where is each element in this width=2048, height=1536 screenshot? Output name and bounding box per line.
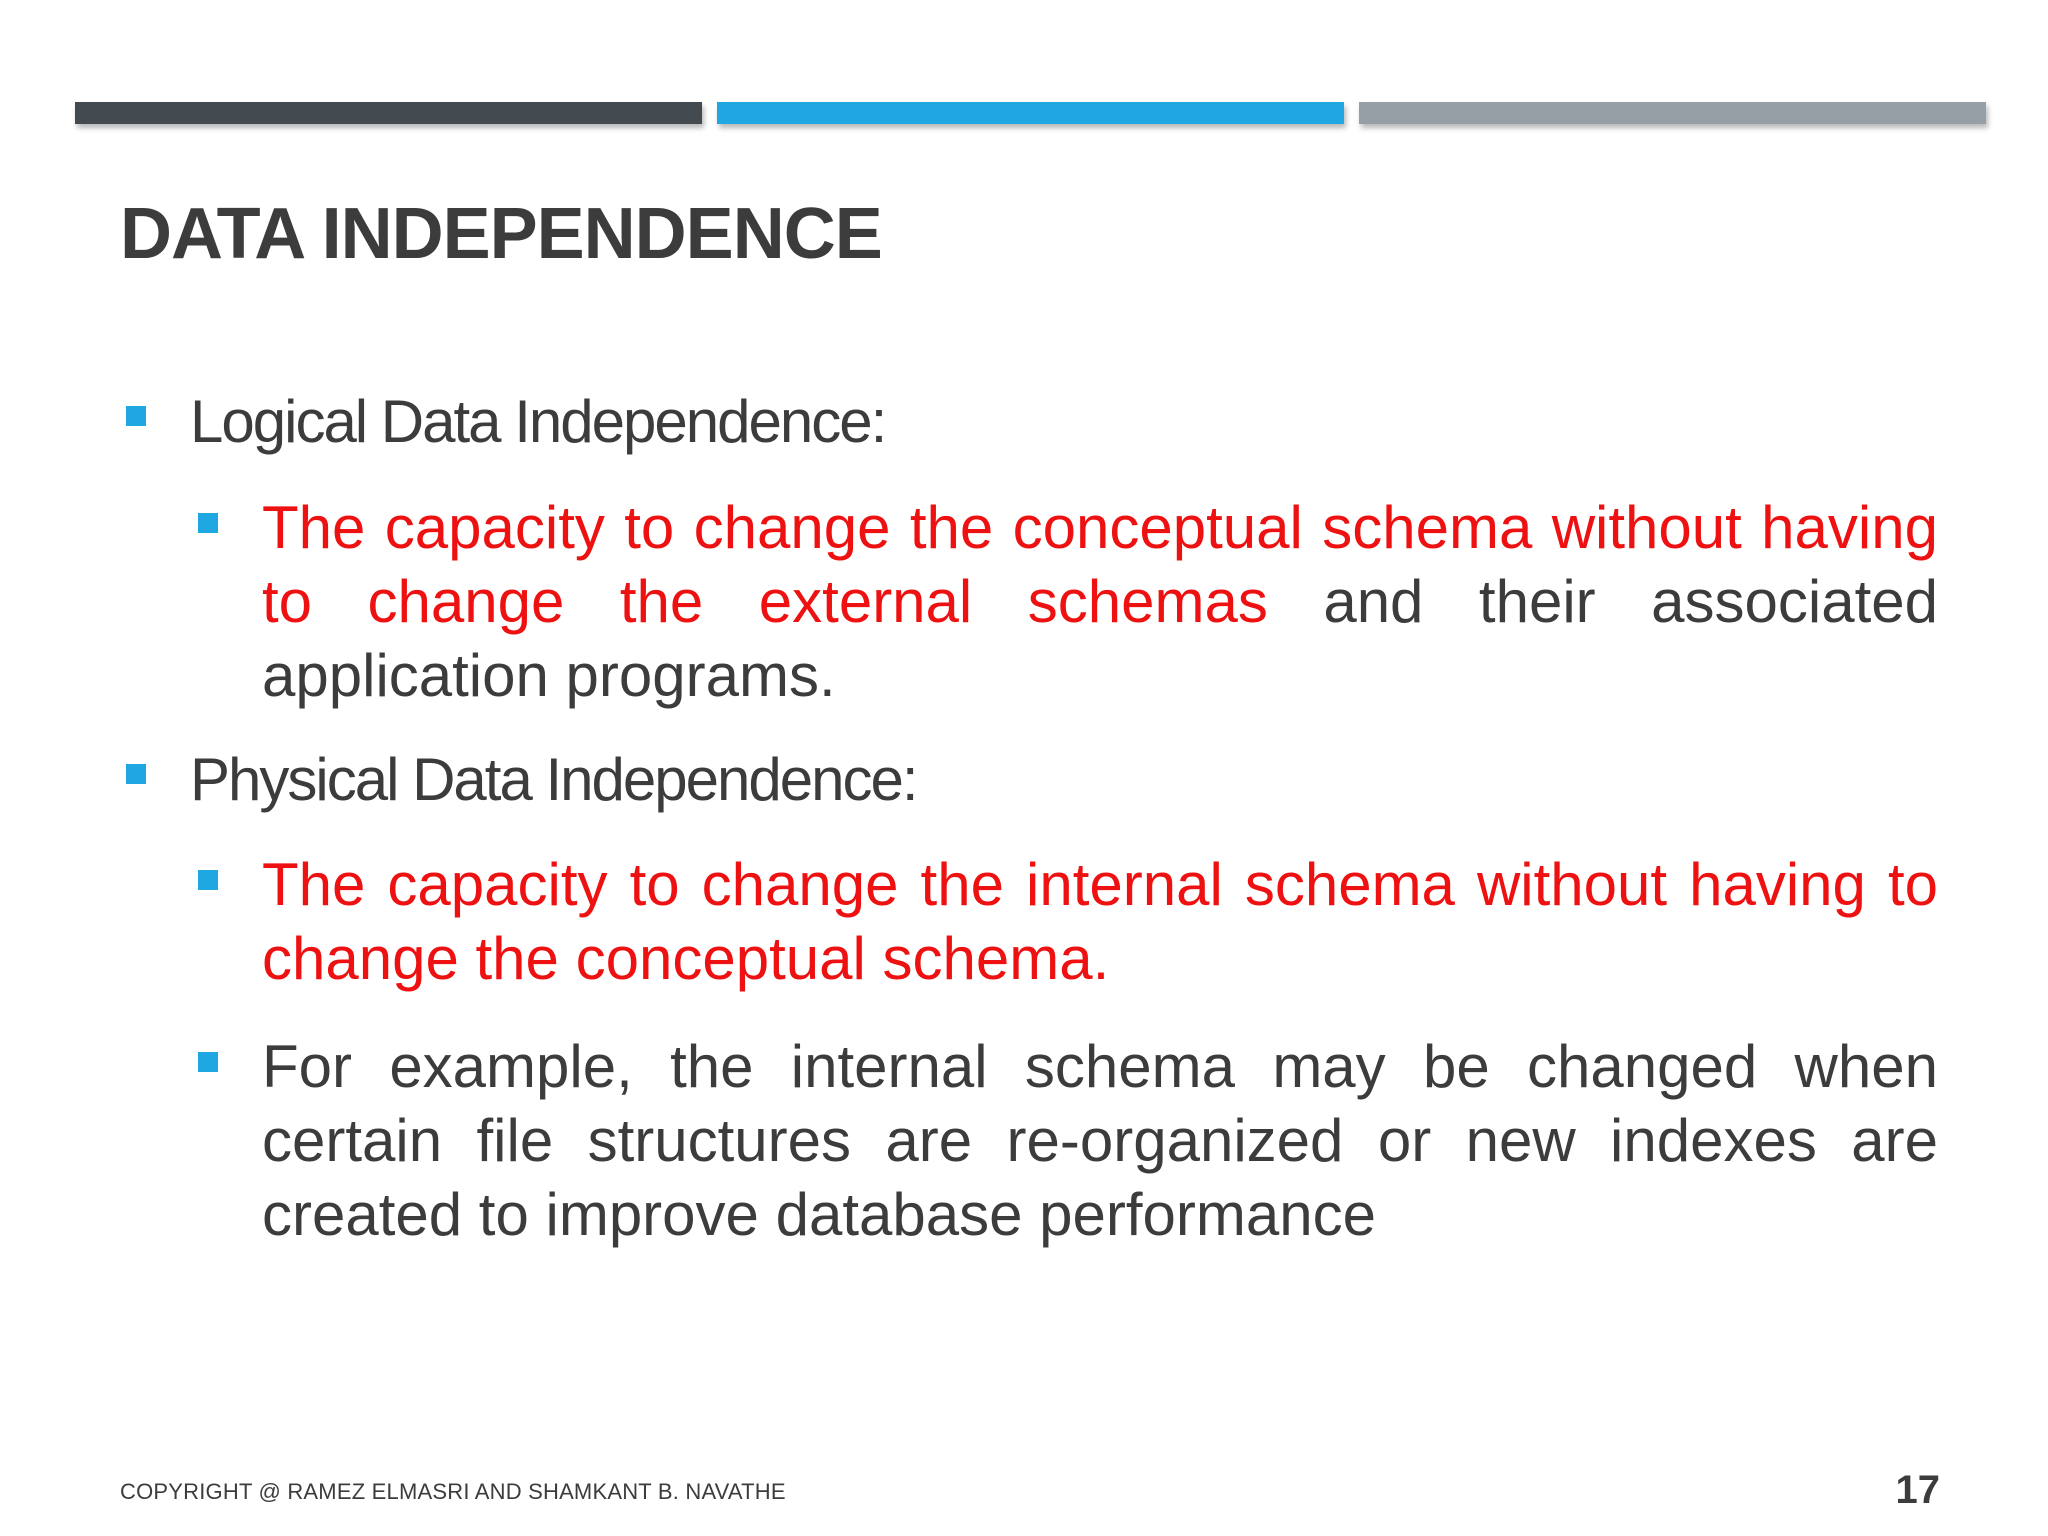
- square-bullet-icon: [126, 764, 146, 784]
- logical-definition: [262, 491, 1938, 713]
- slide-title: DATA INDEPENDENCE: [120, 194, 882, 274]
- logical-heading: Logical Data Independence:: [190, 388, 886, 455]
- square-bullet-icon: [126, 406, 146, 426]
- square-bullet-icon: [198, 1052, 218, 1072]
- logical-definition-rest: and their associated application programs.: [262, 568, 1938, 709]
- accent-bar-dark: [75, 102, 702, 124]
- physical-example: For example, the internal schema may be changed when certain file structures are re-organized or new indexes are created to improve database performance: [262, 1033, 1938, 1248]
- logical-definition-highlight: The capacity to change the conceptual schema without having to change the external schemas: [262, 494, 1938, 635]
- square-bullet-icon: [198, 870, 218, 890]
- physical-heading: Physical Data Independence:: [190, 746, 917, 813]
- accent-bar-blue: [717, 102, 1344, 124]
- page-number: 17: [1895, 1468, 1940, 1512]
- physical-definition: The capacity to change the internal schema without having to change the conceptual schema.: [262, 851, 1938, 992]
- copyright-footer: COPYRIGHT @ RAMEZ ELMASRI AND SHAMKANT B. NAVATHE: [120, 1479, 786, 1504]
- accent-bar-gray: [1359, 102, 1986, 124]
- square-bullet-icon: [198, 513, 218, 533]
